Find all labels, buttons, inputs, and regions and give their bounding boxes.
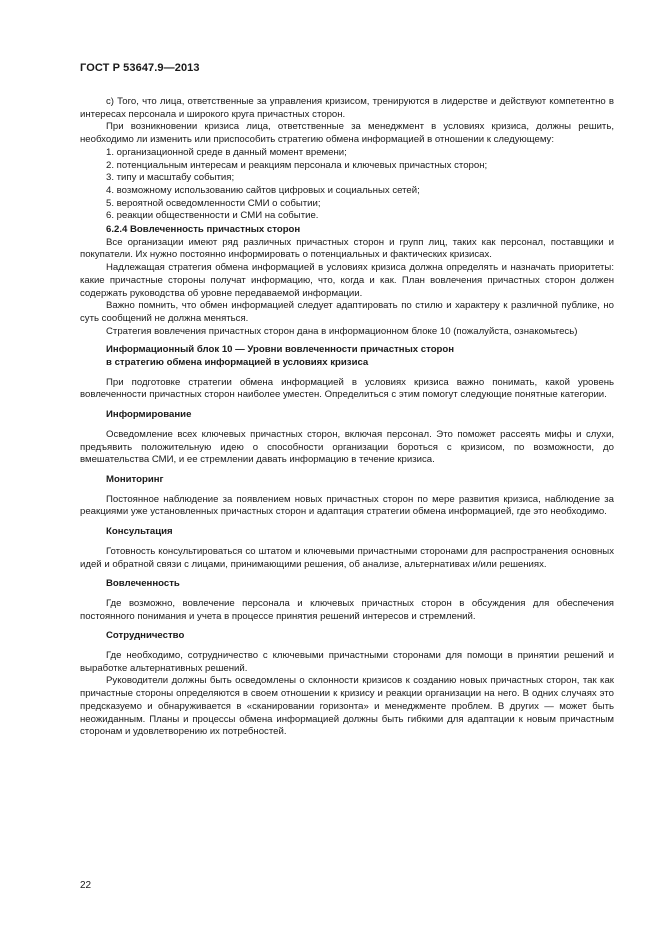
page-number: 22 (80, 880, 92, 891)
document-header: ГОСТ Р 53647.9—2013 (80, 62, 200, 74)
category-paragraph: Осведомление всех ключевых причастных сторон, включая персонал. Это поможет рассеять мифы и слухи, предъявить положительную идею о способности организации бороться с кризисом, по возможности, до вмешательства СМИ, и ее стремлении давать информацию в течение кризиса. (80, 428, 614, 466)
intro-item-c: с) Того, что лица, ответственные за управления кризисом, тренируются в лидерстве и действуют компетентно в интересах персонала и широкого круга причастных сторон. (80, 96, 614, 120)
info-block-intro: При подготовке стратегии обмена информацией в условиях кризиса важно понимать, какой уровень вовлеченности причастных сторон наиболее уместен. Определиться с этим помогут следующие понятные категории. (80, 376, 614, 401)
category-title-informing: Информирование (106, 409, 192, 421)
factor-list-item: 3. типу и масштабу события; (106, 172, 235, 184)
category-title-monitoring: Мониторинг (106, 473, 164, 485)
category-paragraph: Руководители должны быть осведомлены о склонности кризисов к созданию новых причастных сторон, так как причастные стороны определяются в своем отношении к кризису и реакции организации на него. В одних случаях это предсказуемо и обнаруживается в «сканировании горизонта» и менеджменте проблем. В других — может быть неожиданным. Планы и процессы обмена информацией должны быть гибкими для адаптации к новым причастным сторонам и удовлетворению их потребностей. (80, 675, 614, 738)
section-paragraph: Важно помнить, что обмен информацией следует адаптировать по стилю и характеру к различной публике, но суть сообщений не должна меняться. (80, 300, 614, 324)
category-paragraph: Постоянное наблюдение за появлением новых причастных сторон по мере развития кризиса, наблюдение за реакциями уже установленных причастных сторон и адаптация стратегии обмена информацией, где это необходимо. (80, 493, 614, 518)
intro-paragraph: При возникновении кризиса лица, ответственные за менеджмент в условиях кризиса, должны решить, необходимо ли изменить или приспособить стратегию обмена информацией в отношении к следующему: (80, 121, 614, 146)
factor-list-item: 6. реакции общественности и СМИ на событие. (106, 210, 319, 222)
factor-list-item: 1. организационной среде в данный момент времени; (106, 146, 347, 158)
category-title-cooperation: Сотрудничество (106, 630, 185, 642)
factor-list-item: 2. потенциальным интересам и реакциям персонала и ключевых причастных сторон; (106, 159, 488, 171)
category-paragraph: Готовность консультироваться со штатом и ключевыми причастными сторонами для распространения основных идей и обратной связи с лицами, принимающими решения, об анализе, альтернативах и/или решениях. (80, 545, 614, 570)
category-title-consultation: Консультация (106, 526, 173, 538)
section-paragraph: Стратегия вовлечения причастных сторон дана в информационном блоке 10 (пожалуйста, ознакомьтесь) (106, 325, 578, 337)
info-block-title-line2: в стратегию обмена информацией в условиях кризиса (106, 357, 369, 369)
section-paragraph: Все организации имеют ряд различных причастных сторон и групп лиц, таких как персонал, поставщики и покупатели. Их нужно постоянно информировать о потенциальных и фактических кризисах. (80, 236, 614, 261)
factor-list-item: 5. вероятной осведомленности СМИ о событии; (106, 197, 321, 209)
category-paragraph: Где возможно, вовлечение персонала и ключевых причастных сторон в обсуждения для обеспечения постоянного понимания и учета в процессе принятия решений интересов и стремлений. (80, 597, 614, 622)
info-block-title-line1: Информационный блок 10 — Уровни вовлеченности причастных сторон (106, 344, 455, 356)
category-paragraph: Где необходимо, сотрудничество с ключевыми причастными сторонами для помощи в принятии решений и выработке альтернативных решений. (80, 650, 614, 674)
factor-list-item: 4. возможному использованию сайтов цифровых и социальных сетей; (106, 184, 420, 196)
section-heading: 6.2.4 Вовлеченность причастных сторон (106, 224, 301, 236)
document-page (80, 62, 614, 739)
info-block-title (80, 344, 614, 369)
section-paragraph: Надлежащая стратегия обмена информацией в условиях кризиса должна определять и назначать приоритеты: какие причастные стороны получат информацию, что, когда и как. План вовлечения причастных сторон должен содержать руководства об уровне передаваемой информации. (80, 262, 614, 299)
factor-list (80, 147, 614, 223)
category-title-involvement: Вовлеченность (106, 578, 180, 590)
